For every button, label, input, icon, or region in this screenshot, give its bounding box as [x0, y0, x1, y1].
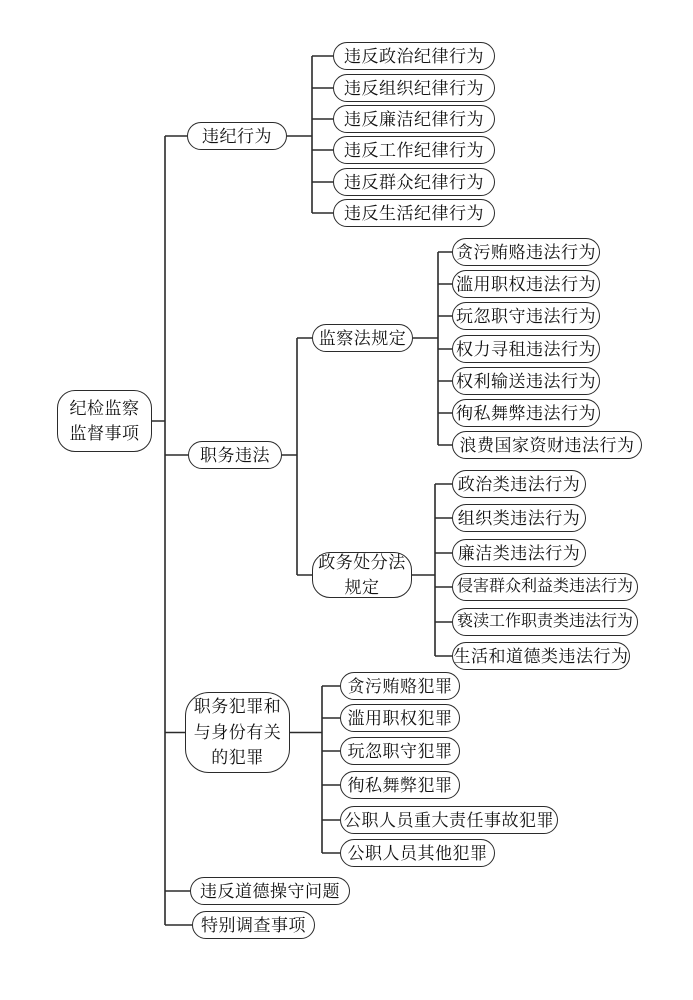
root-node-line2: 监督事项 — [69, 424, 140, 443]
group-admin-penalty-law — [312, 552, 412, 598]
leaf-integrity-discipline — [333, 105, 495, 133]
leaf-political-type-illegal — [452, 470, 586, 498]
leaf-corruption-bribery-illegal — [452, 238, 600, 266]
leaf-desecrating-duties-illegal — [452, 608, 638, 636]
leaf-label: 违反工作纪律行为 — [344, 140, 484, 160]
leaf-mass-discipline — [333, 168, 495, 196]
leaf-abuse-of-power-crime — [340, 704, 460, 732]
branch-label: 违反道德操守问题 — [200, 881, 340, 901]
leaf-harming-public-interests-illegal — [452, 573, 638, 601]
leaf-label: 亵渎工作职责类违法行为 — [456, 613, 633, 630]
leaf-label: 徇私舞弊违法行为 — [456, 403, 596, 423]
branch-duty-crimes — [185, 692, 290, 773]
leaf-waste-state-assets-illegal — [452, 431, 642, 459]
branch-label-line3: 的犯罪 — [211, 748, 264, 768]
leaf-label: 滥用职权违法行为 — [456, 274, 596, 294]
group-supervision-law — [312, 324, 413, 352]
branch-label: 职务违法 — [200, 445, 270, 465]
branch-duty-violations — [188, 441, 282, 469]
leaf-label: 违反政治纪律行为 — [344, 46, 484, 66]
branch-label: 特别调查事项 — [201, 915, 306, 935]
leaf-organizational-type-illegal — [452, 504, 586, 532]
branch-label: 违纪行为 — [202, 126, 272, 146]
leaf-dereliction-of-duty-crime — [340, 737, 460, 765]
branch-disciplinary-violations — [187, 122, 287, 150]
leaf-label: 公职人员重大责任事故犯罪 — [344, 810, 554, 830]
group-label-line1: 政务处分法 — [318, 552, 406, 572]
leaf-label: 玩忽职守违法行为 — [456, 306, 596, 326]
leaf-label: 侵害群众利益类违法行为 — [456, 578, 633, 595]
leaf-power-rent-seeking-illegal — [452, 335, 600, 363]
branch-special-investigation — [192, 911, 315, 939]
leaf-label: 公职人员其他犯罪 — [347, 843, 488, 863]
group-label-line2: 规定 — [344, 578, 380, 597]
leaf-integrity-type-illegal — [452, 539, 586, 567]
leaf-label: 廉洁类违法行为 — [457, 543, 581, 563]
branch-label-line1: 职务犯罪和 — [193, 697, 282, 717]
leaf-label: 违反群众纪律行为 — [344, 172, 484, 192]
branch-moral-conduct-issues — [190, 877, 350, 905]
leaf-label: 贪污贿赂违法行为 — [456, 242, 596, 262]
leaf-work-discipline — [333, 136, 495, 164]
leaf-label: 违反廉洁纪律行为 — [344, 109, 484, 129]
leaf-label: 政治类违法行为 — [457, 474, 581, 494]
leaf-major-accident-liability-crime — [340, 806, 558, 834]
leaf-other-public-official-crime — [340, 839, 495, 867]
leaf-label: 权利输送违法行为 — [456, 371, 596, 391]
leaf-favoritism-crime — [340, 771, 460, 799]
leaf-abuse-of-power-illegal — [452, 270, 600, 298]
leaf-interest-transfer-illegal — [452, 367, 600, 395]
leaf-label: 违反生活纪律行为 — [344, 203, 484, 223]
leaf-label: 滥用职权犯罪 — [347, 708, 453, 728]
leaf-political-discipline — [333, 42, 495, 70]
group-label: 监察法规定 — [318, 328, 407, 348]
leaf-label: 权力寻租违法行为 — [456, 339, 596, 359]
leaf-label: 组织类违法行为 — [457, 508, 581, 528]
leaf-label: 玩忽职守犯罪 — [347, 741, 453, 761]
root-node-line1: 纪检监察 — [69, 398, 140, 418]
leaf-label: 徇私舞弊犯罪 — [347, 775, 453, 795]
branch-label-line2: 与身份有关 — [193, 722, 282, 742]
leaf-organizational-discipline — [333, 74, 495, 102]
leaf-label: 浪费国家资财违法行为 — [459, 435, 635, 455]
leaf-label: 贪污贿赂犯罪 — [347, 676, 453, 696]
leaf-dereliction-of-duty-illegal — [452, 302, 600, 330]
leaf-favoritism-illegal — [452, 399, 600, 427]
leaf-label: 违反组织纪律行为 — [344, 78, 484, 98]
leaf-life-and-morality-illegal — [452, 642, 630, 670]
leaf-label: 生活和道德类违法行为 — [453, 646, 629, 666]
leaf-life-discipline — [333, 199, 495, 227]
root-node — [57, 390, 152, 452]
leaf-corruption-bribery-crime — [340, 672, 460, 700]
